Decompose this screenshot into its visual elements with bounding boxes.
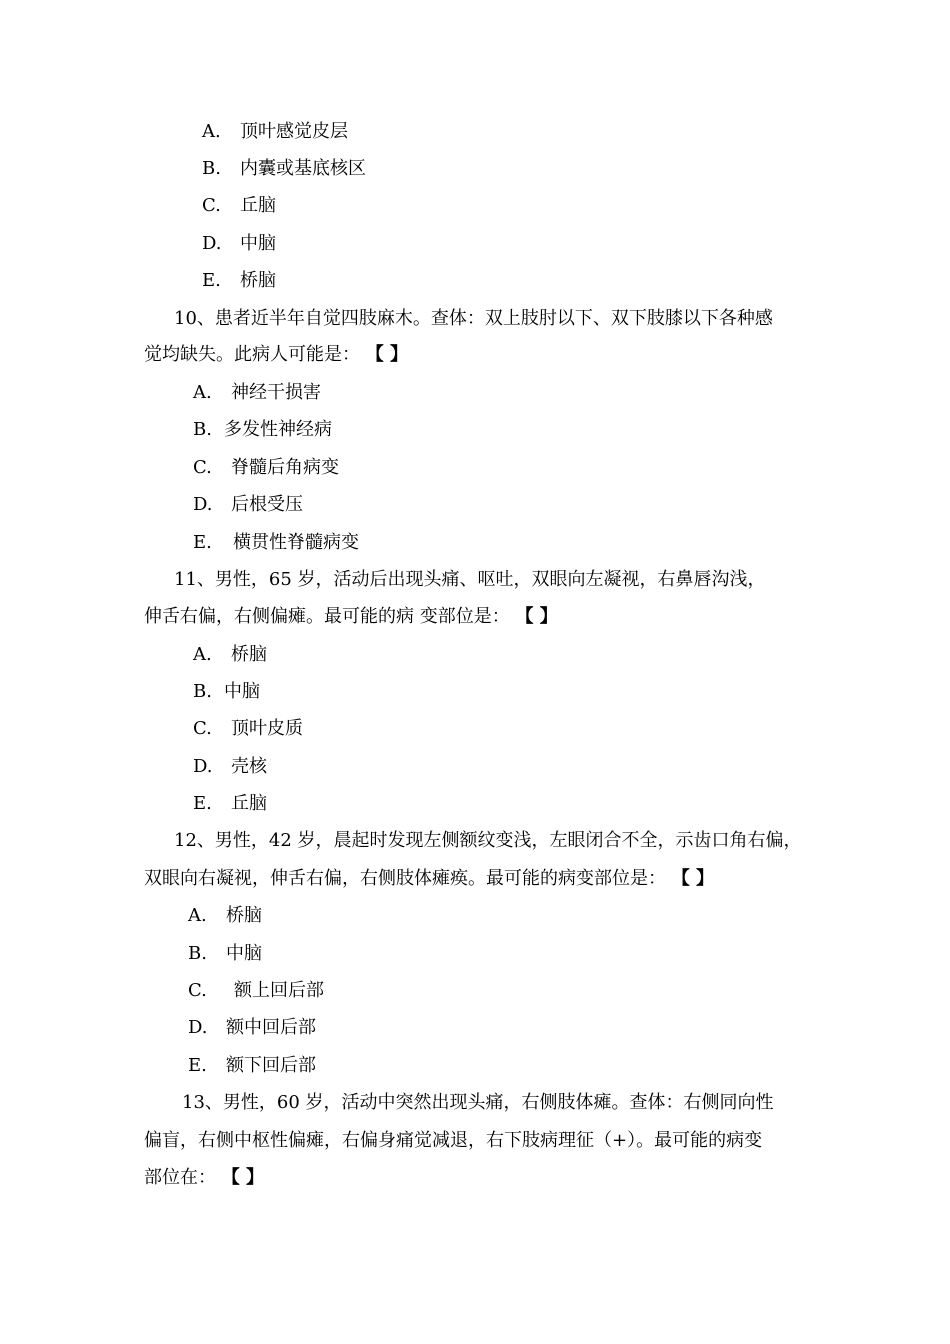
option-text: 内囊或基底核区 xyxy=(240,158,366,179)
q9-option-b xyxy=(202,157,366,181)
option-text: 额中回后部 xyxy=(226,1017,316,1038)
option-letter: C. xyxy=(193,718,212,739)
option-text: 中脑 xyxy=(226,943,262,964)
q12-stem-line2 xyxy=(144,867,714,891)
q10-option-c xyxy=(193,456,339,480)
q10-stem-text: 觉均缺失。此病人可能是： xyxy=(144,344,360,365)
option-letter: A. xyxy=(188,905,207,926)
option-letter: C. xyxy=(188,980,207,1001)
q9-option-e xyxy=(202,269,276,293)
option-text: 中脑 xyxy=(224,681,260,702)
option-text: 多发性神经病 xyxy=(224,419,332,440)
q10-option-b xyxy=(193,418,332,442)
option-text: 桥脑 xyxy=(231,644,267,665)
q10-stem-line2 xyxy=(144,343,408,367)
q11-option-a xyxy=(193,643,267,667)
option-letter: C. xyxy=(202,195,221,216)
option-text: 横贯性脊髓病变 xyxy=(233,532,359,553)
answer-bracket: 【 】 xyxy=(365,344,409,365)
q13-stem-line2: 偏盲，右侧中枢性偏瘫，右偏身痛觉减退，右下肢病理征（+）。最可能的病变 xyxy=(144,1130,763,1151)
option-letter: A. xyxy=(193,382,212,403)
q11-option-e xyxy=(193,792,267,816)
option-letter: B. xyxy=(193,681,212,702)
answer-bracket: 【 】 xyxy=(515,606,558,627)
q11-option-c xyxy=(193,717,303,741)
q10-option-a xyxy=(193,381,321,405)
q9-option-c xyxy=(202,194,276,218)
option-letter: C. xyxy=(193,457,212,478)
q9-option-a xyxy=(202,120,348,144)
option-text: 后根受压 xyxy=(231,494,303,515)
q11-stem-line1: 11、男性，65 岁，活动后出现头痛、呕吐，双眼向左凝视，右鼻唇沟浅， xyxy=(174,569,766,590)
q12-stem-text: 双眼向右凝视，伸舌右偏，右侧肢体瘫痪。最可能的病变部位是： xyxy=(144,868,666,889)
option-text: 额上回后部 xyxy=(234,980,324,1001)
q9-option-d xyxy=(202,232,276,256)
option-letter: B. xyxy=(193,419,212,440)
option-text: 桥脑 xyxy=(226,905,262,926)
q13-stem-text: 部位在： xyxy=(144,1167,216,1188)
option-letter: B. xyxy=(202,158,221,179)
option-letter: B. xyxy=(188,943,207,964)
option-letter: D. xyxy=(193,494,213,515)
option-letter: E. xyxy=(193,793,212,814)
option-letter: E. xyxy=(188,1055,207,1076)
q13-stem-line3 xyxy=(144,1166,264,1190)
q11-option-b xyxy=(193,680,260,704)
q10-stem-line1: 10、患者近半年自觉四肢麻木。查体：双上肢肘以下、双下肢膝以下各种感 xyxy=(174,308,773,329)
option-letter: E. xyxy=(202,270,221,291)
option-letter: D. xyxy=(188,1017,208,1038)
option-text: 脊髓后角病变 xyxy=(231,457,339,478)
option-text: 顶叶皮质 xyxy=(231,718,303,739)
q10-option-e xyxy=(193,531,359,555)
q12-option-b xyxy=(188,942,262,966)
option-letter: A. xyxy=(202,121,221,142)
q12-option-d xyxy=(188,1016,316,1040)
option-letter: D. xyxy=(202,233,222,254)
q11-stem-text: 伸舌右偏，右侧偏瘫。最可能的病 变部位是： xyxy=(144,606,510,627)
option-text: 桥脑 xyxy=(240,270,276,291)
q13-stem-line1: 13、男性，60 岁，活动中突然出现头痛，右侧肢体瘫。查体：右侧同向性 xyxy=(182,1092,774,1113)
option-text: 额下回后部 xyxy=(226,1055,316,1076)
q11-stem-line2 xyxy=(144,605,558,629)
option-text: 中脑 xyxy=(240,233,276,254)
option-text: 丘脑 xyxy=(231,793,267,814)
option-text: 顶叶感觉皮层 xyxy=(240,121,348,142)
option-letter: D. xyxy=(193,756,213,777)
q12-stem-line1: 12、男性，42 岁，晨起时发现左侧额纹变浅，左眼闭合不全，示齿口角右偏， xyxy=(174,830,802,851)
option-letter: E. xyxy=(193,532,212,553)
q12-option-e xyxy=(188,1054,316,1078)
q12-option-c xyxy=(188,979,324,1003)
q11-option-d xyxy=(193,755,267,779)
option-text: 丘脑 xyxy=(240,195,276,216)
answer-bracket: 【 】 xyxy=(671,868,715,889)
option-letter: A. xyxy=(193,644,212,665)
q12-option-a xyxy=(188,904,262,928)
option-text: 神经干损害 xyxy=(231,382,321,403)
answer-bracket: 【 】 xyxy=(221,1167,265,1188)
option-text: 壳核 xyxy=(231,756,267,777)
q10-option-d xyxy=(193,493,303,517)
